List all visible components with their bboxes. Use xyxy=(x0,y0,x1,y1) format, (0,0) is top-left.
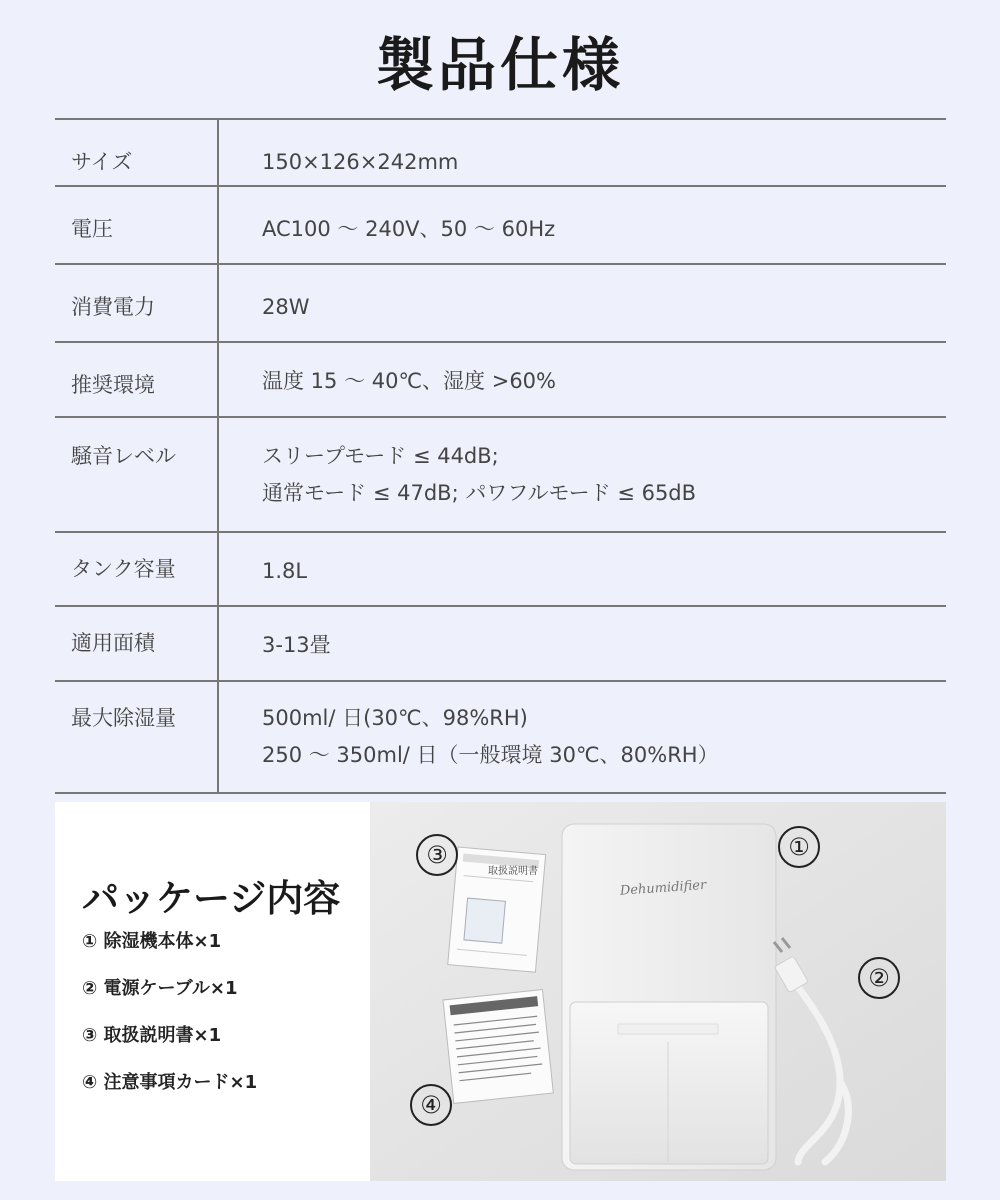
spec-key: 電圧 xyxy=(55,186,218,264)
marker-3: ③ xyxy=(416,834,458,876)
dehumidifier-icon xyxy=(562,824,776,1170)
manual-title-text: 取扱説明書 xyxy=(488,866,538,877)
list-item: ① 除湿機本体×1 xyxy=(82,931,222,952)
table-row xyxy=(55,264,946,342)
device-logo-text: Dehumidifier xyxy=(619,877,707,899)
table-row xyxy=(55,417,946,532)
spec-value-line: 通常モード ≤ 47dB; パワフルモード ≤ 65dB xyxy=(262,481,697,505)
package-list xyxy=(82,930,257,1118)
caution-card-icon xyxy=(443,990,553,1104)
page-title: 製品仕様 xyxy=(375,31,624,99)
table-row xyxy=(55,119,946,186)
spec-value xyxy=(218,681,946,793)
spec-value-line: スリープモード ≤ 44dB; xyxy=(262,444,499,468)
spec-value xyxy=(218,342,946,417)
table-row xyxy=(55,606,946,681)
spec-value xyxy=(218,606,946,681)
spec-value xyxy=(218,532,946,606)
table-row xyxy=(55,532,946,606)
spec-key: タンク容量 xyxy=(55,532,218,606)
spec-value-line: 28W xyxy=(262,295,310,319)
package-photo xyxy=(370,802,946,1181)
table-row xyxy=(55,342,946,417)
list-item: ④ 注意事項カード×1 xyxy=(82,1072,258,1093)
spec-value xyxy=(218,186,946,264)
marker-4: ④ xyxy=(410,1084,452,1126)
spec-value-line: AC100 ～ 240V、50 ～ 60Hz xyxy=(262,217,556,241)
spec-value-line: 温度 15 ～ 40℃、湿度 >60% xyxy=(262,369,556,393)
spec-key: サイズ xyxy=(55,119,218,186)
spec-key: 最大除湿量 xyxy=(55,681,218,793)
spec-value-line: 1.8L xyxy=(262,559,308,583)
spec-value-line: 500ml/ 日(30℃、98%RH) xyxy=(262,706,528,730)
marker-1: ① xyxy=(778,826,820,868)
spec-value xyxy=(218,119,946,186)
spec-value-line: 3-13畳 xyxy=(262,633,331,657)
spec-key: 適用面積 xyxy=(55,606,218,681)
table-row xyxy=(55,681,946,793)
table-row xyxy=(55,186,946,264)
marker-2: ② xyxy=(858,957,900,999)
package-section xyxy=(55,802,946,1181)
spec-key: 消費電力 xyxy=(55,264,218,342)
spec-key: 騒音レベル xyxy=(55,417,218,532)
list-item: ② 電源ケーブル×1 xyxy=(82,978,238,999)
list-item: ③ 取扱説明書×1 xyxy=(82,1025,222,1046)
spec-value-line: 250 ～ 350ml/ 日（一般環境 30℃、80%RH） xyxy=(262,743,719,767)
spec-key: 推奨環境 xyxy=(55,342,218,417)
spec-value-line: 150×126×242mm xyxy=(262,150,459,174)
spec-table xyxy=(55,118,946,794)
spec-value xyxy=(218,417,946,532)
package-title: パッケージ内容 xyxy=(82,877,341,920)
spec-value xyxy=(218,264,946,342)
